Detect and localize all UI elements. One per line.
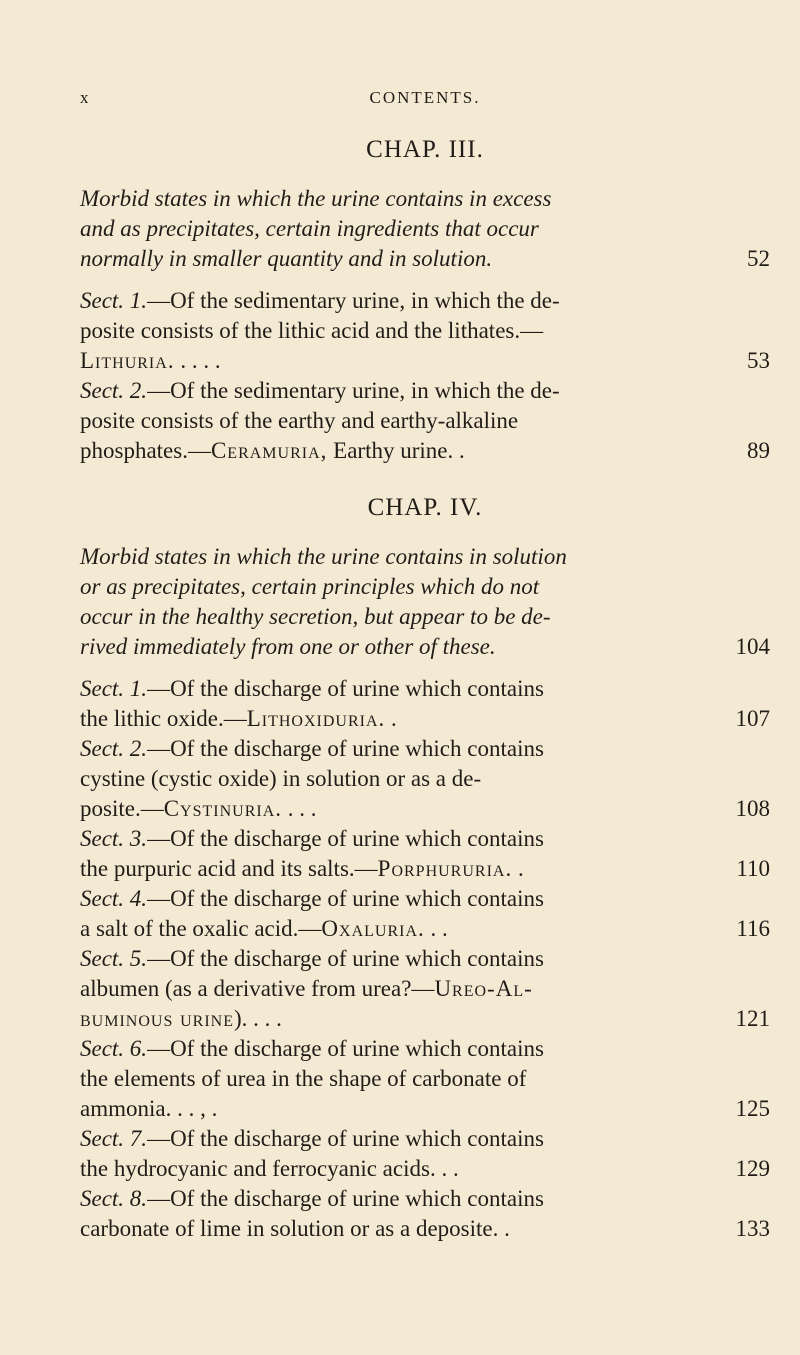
section-label: Sect. 3. [80,826,148,851]
running-title: CONTENTS. [369,88,481,107]
section-text: —Of the discharge of urine which contains [147,1186,544,1211]
page-number: 116 [736,916,770,941]
section-text: —Of the discharge of urine which contains [147,946,544,971]
section-label: Sect. 8. [80,1186,148,1211]
summary-line: normally in smaller quantity and in solution. [80,246,493,271]
page-number: 104 [735,634,770,659]
section-text: ). [233,1006,248,1031]
toc-entry-ch4-sect6: Sect. 6.—Of the discharge of urine which contains the elements of urea in the shape of carbonate of ammonia. . . , . 125 [80,1034,770,1124]
section-text: the purpuric acid and its salts.— [80,856,378,881]
section-label: Sect. 2. [80,736,148,761]
page-number: 121 [735,1006,770,1031]
section-text: —Of the discharge of urine which contains [147,886,544,911]
section-label: Sect. 5. [80,946,148,971]
section-text: the elements of urea in the shape of carbonate of [80,1066,527,1091]
summary-line: Morbid states in which the urine contains in excess [80,186,552,211]
section-text: posite.— [80,796,164,821]
section-term: Cystinuria. [163,796,283,821]
section-label: Sect. 7. [80,1126,148,1151]
page-number: 133 [735,1216,770,1241]
chapter-heading-4: CHAP. IV. [367,494,483,521]
section-label: Sect. 4. [80,886,148,911]
section-text: ammonia. [80,1096,172,1121]
section-text: —Of the discharge of urine which contains [147,1036,544,1061]
page-number: 129 [735,1156,770,1181]
toc-entry-ch4-sect3: Sect. 3.—Of the discharge of urine which contains the purpuric acid and its salts.—Porphururia. . 110 [80,824,770,884]
toc-entry-ch4-sect7: Sect. 7.—Of the discharge of urine which contains the hydrocyanic and ferrocyanic acids. . . 129 [80,1124,770,1184]
section-term: Porphururia. [377,856,513,881]
toc-entry-ch3-sect1: Sect. 1.—Of the sedimentary urine, in which the de- posite consists of the lithic acid and the lithates.— Lithuria. . . . . 53 [80,286,770,376]
section-text: a salt of the oxalic acid.— [80,916,322,941]
summary-line: and as precipitates, certain ingredients that occur [80,216,539,241]
page-number: 107 [735,706,770,731]
toc-entry-ch3-sect2: Sect. 2.—Of the sedimentary urine, in which the de- posite consists of the earthy and earthy-alkaline phosphates.—Ceramuria, Earthy urine. . 89 [80,376,770,466]
section-term: Ureo-Al- [434,976,533,1001]
section-text: posite consists of the lithic acid and the lithates.— [80,318,544,343]
section-term: Lithuria. [80,348,175,373]
chapter-4-summary [80,542,770,662]
summary-line: or as precipitates, certain principles which do not [80,574,540,599]
page-number: 125 [735,1096,770,1121]
section-text: —Of the sedimentary urine, in which the de- [147,378,560,403]
toc-entry-ch4-sect4: Sect. 4.—Of the discharge of urine which contains a salt of the oxalic acid.—Oxaluria. . . 116 [80,884,770,944]
page-number: 110 [736,856,770,881]
section-text: the hydrocyanic and ferrocyanic acids. [80,1156,436,1181]
toc-entry-ch4-sect1: Sect. 1.—Of the discharge of urine which contains the lithic oxide.—Lithoxiduria. . 107 [80,674,770,734]
section-text: the lithic oxide.— [80,706,247,731]
section-label: Sect. 1. [80,288,148,313]
section-term: Lithoxiduria. [246,706,386,731]
page-number: 89 [747,438,770,463]
page-folio: x [80,88,91,107]
section-text: —Of the discharge of urine which contains [147,736,544,761]
section-text: —Of the discharge of urine which contains [147,1126,544,1151]
summary-line: rived immediately from one or other of these. [80,634,496,659]
section-label: Sect. 1. [80,676,148,701]
section-term: Ceramuria, [210,438,328,463]
toc-entry-ch4-sect5: Sect. 5.—Of the discharge of urine which contains albumen (as a derivative from urea?—Ureo-Al- buminous urine). . . . 121 [80,944,770,1034]
section-text: —Of the discharge of urine which contains [147,826,544,851]
page-number: 52 [747,246,770,271]
chapter-heading-3: CHAP. III. [366,136,484,163]
section-label: Sect. 2. [80,378,148,403]
section-label: Sect. 6. [80,1036,148,1061]
section-text: —Of the discharge of urine which contains [147,676,544,701]
running-head [80,78,770,108]
section-text: Earthy urine. [327,438,454,463]
page-number: 108 [735,796,770,821]
section-term: Oxaluria. [321,916,425,941]
section-text: carbonate of lime in solution or as a deposite. [80,1216,499,1241]
summary-line: occur in the healthy secretion, but appear to be de- [80,604,551,629]
toc-entry-ch4-sect2: Sect. 2.—Of the discharge of urine which contains cystine (cystic oxide) in solution or as a de- posite.—Cystinuria. . . . 108 [80,734,770,824]
chapter-3-summary [80,184,770,274]
toc-entry-ch4-sect8: Sect. 8.—Of the discharge of urine which contains carbonate of lime in solution or as a deposite. . 133 [80,1184,770,1244]
section-text: albumen (as a derivative from urea?— [80,976,435,1001]
section-text: phosphates.— [80,438,211,463]
page-number: 53 [747,348,770,373]
section-text: cystine (cystic oxide) in solution or as a de- [80,766,482,791]
section-text: posite consists of the earthy and earthy-alkaline [80,408,519,433]
summary-line: Morbid states in which the urine contains in solution [80,544,567,569]
contents-page [80,78,770,1278]
section-term: buminous urine [80,1006,234,1031]
section-text: —Of the sedimentary urine, in which the de- [147,288,560,313]
